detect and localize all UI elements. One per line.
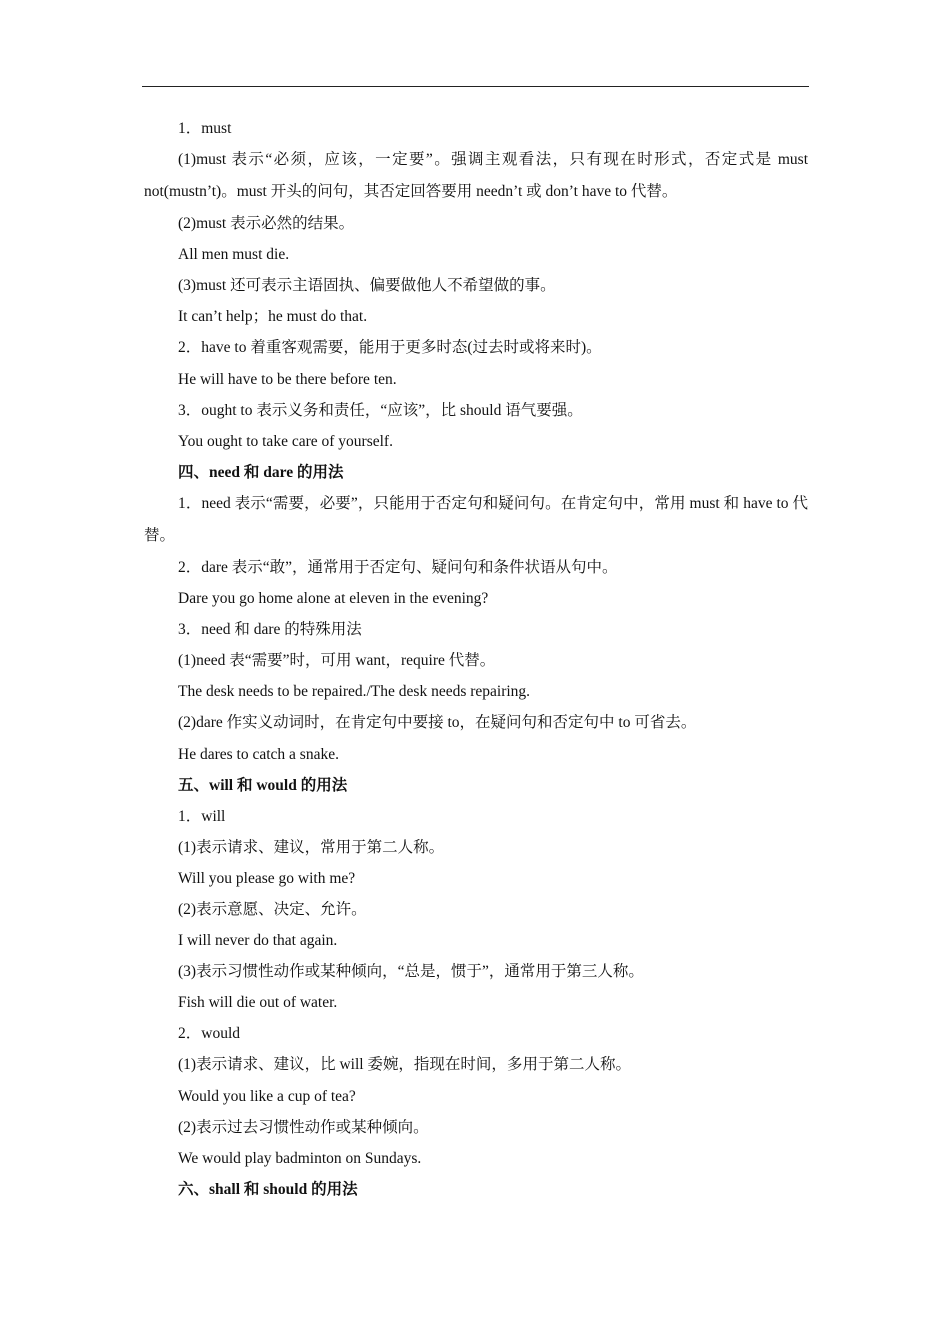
- example-sentence: It can’t help；he must do that.: [178, 308, 368, 326]
- list-item: (2)must 表示必然的结果。: [178, 215, 355, 233]
- example-sentence: All men must die.: [178, 246, 290, 264]
- list-item: (2)dare 作实义动词时，在肯定句中要接 to，在疑问句和否定句中 to 可省去。: [178, 714, 697, 732]
- example-sentence: You ought to take care of yourself.: [178, 432, 393, 450]
- example-sentence: Will you please go with me?: [178, 869, 356, 887]
- list-item: 3．need 和 dare 的特殊用法: [178, 621, 362, 639]
- example-sentence: Dare you go home alone at eleven in the evening?: [178, 590, 489, 608]
- list-item: (3)表示习惯性动作或某种倾向，“总是，惯于”，通常用于第三人称。: [178, 963, 644, 981]
- document-body: [144, 113, 808, 1205]
- section-heading: 六、shall 和 should 的用法: [178, 1180, 358, 1198]
- list-item: 1．will: [178, 807, 226, 825]
- paragraph: (1)must 表示“必须，应该，一定要”。强调主观看法，只有现在时形式，否定式是 must not(mustn’t)。must 开头的问句，其否定回答要用 needn’t 或 don’t have to 代替。: [144, 151, 808, 201]
- example-sentence: He dares to catch a snake.: [178, 745, 339, 763]
- example-sentence: Fish will die out of water.: [178, 994, 338, 1012]
- header-rule: [142, 86, 809, 87]
- list-item: (1)表示请求、建议，常用于第二人称。: [178, 838, 445, 856]
- paragraph: 1．need 表示“需要，必要”，只能用于否定句和疑问句。在肯定句中，常用 must 和 have to 代替。: [144, 494, 808, 544]
- list-item: (2)表示意愿、决定、允许。: [178, 900, 367, 918]
- example-sentence: I will never do that again.: [178, 932, 338, 950]
- example-sentence: We would play badminton on Sundays.: [178, 1149, 422, 1167]
- example-sentence: Would you like a cup of tea?: [178, 1087, 356, 1105]
- example-sentence: The desk needs to be repaired./The desk needs repairing.: [178, 683, 531, 701]
- list-item: (1)need 表“需要”时，可用 want，require 代替。: [178, 652, 496, 670]
- list-item: (1)表示请求、建议，比 will 委婉，指现在时间，多用于第二人称。: [178, 1056, 631, 1074]
- list-item: 1．must: [178, 120, 232, 137]
- section-heading: 四、need 和 dare 的用法: [178, 463, 344, 481]
- section-heading: 五、will 和 would 的用法: [178, 776, 348, 794]
- list-item: 2．would: [178, 1025, 241, 1043]
- list-item: 2．have to 着重客观需要，能用于更多时态(过去时或将来时)。: [178, 339, 602, 357]
- list-item: (3)must 还可表示主语固执、偏要做他人不希望做的事。: [178, 277, 556, 295]
- example-sentence: He will have to be there before ten.: [178, 370, 397, 388]
- list-item: (2)表示过去习惯性动作或某种倾向。: [178, 1118, 429, 1136]
- list-item: 3．ought to 表示义务和责任，“应该”，比 should 语气要强。: [178, 401, 583, 419]
- list-item: 2．dare 表示“敢”，通常用于否定句、疑问句和条件状语从句中。: [178, 558, 618, 576]
